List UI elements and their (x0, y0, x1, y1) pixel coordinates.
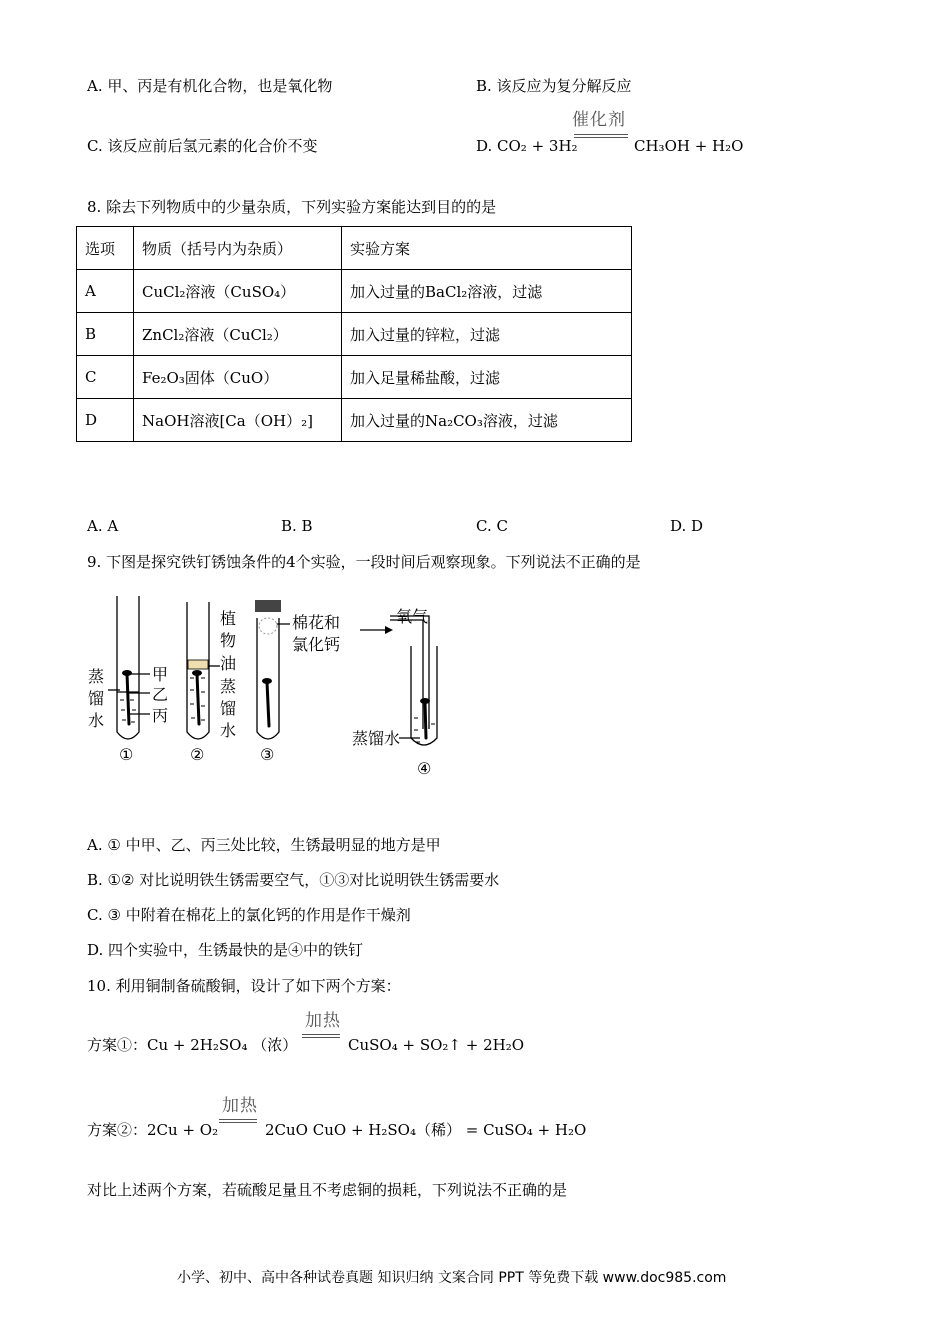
water-label-4: 蒸馏水 (352, 729, 401, 748)
water-label-1-line1: 蒸 (88, 667, 105, 686)
oxygen-arrow-head (385, 626, 393, 634)
header-option: 选项 (77, 227, 134, 270)
q7-option-b: B. 该反应为复分解反应 (476, 77, 632, 95)
label-tube-1: ① (119, 745, 134, 764)
q7-option-d-prefix: D. (476, 137, 498, 155)
q8-option-c: C. C (476, 517, 508, 535)
oil-label-1: 植 (220, 609, 237, 628)
q9-option-d: D. 四个实验中，生锈最快的是④中的铁钉 (87, 941, 364, 959)
q9-option-a: A. ① 中甲、乙、丙三处比较，生锈最明显的地方是甲 (87, 836, 441, 854)
cell-option: C (77, 356, 134, 399)
q7-reaction-arrow (574, 134, 628, 138)
table-row (77, 399, 632, 442)
header-method: 实验方案 (342, 227, 632, 270)
cell-method: 加入足量稀盐酸，过滤 (342, 356, 632, 399)
cell-substance: ZnCl₂溶液（CuCl₂） (134, 313, 342, 356)
q7-catalyst-condition: 催化剂 (572, 110, 626, 130)
q10-plan2-condition: 加热 (222, 1096, 258, 1116)
water-label-1-line3: 水 (88, 711, 105, 730)
water-label-1-line2: 馏 (88, 689, 105, 708)
q10-plan2-rhs: 2CuO CuO + H₂SO₄（稀） = CuSO₄ + H₂O (265, 1121, 587, 1139)
q8-stem: 8. 除去下列物质中的少量杂质，下列实验方案能达到目的的是 (87, 198, 497, 216)
water-label-2-line3: 水 (220, 721, 237, 740)
q8-table (76, 226, 632, 442)
cell-option: A (77, 270, 134, 313)
q10-stem: 10. 利用铜制备硫酸铜，设计了如下两个方案： (87, 977, 401, 995)
table-header-row (77, 227, 632, 270)
cell-substance: Fe₂O₃固体（CuO） (134, 356, 342, 399)
nail-heads (122, 670, 430, 704)
q9-figure (80, 590, 480, 790)
q7-option-c: C. 该反应前后氢元素的化合价不变 (87, 137, 318, 155)
q9-stem: 9. 下图是探究铁钉锈蚀条件的4个实验，一段时间后观察现象。下列说法不正确的是 (87, 553, 641, 571)
oil-label-3: 油 (220, 654, 237, 673)
table-row (77, 270, 632, 313)
label-tube-2: ② (190, 745, 205, 764)
oxygen-label: 氧气 (396, 607, 429, 626)
position-yi: 乙 (152, 685, 169, 704)
position-bing: 丙 (152, 706, 169, 725)
cell-option: D (77, 399, 134, 442)
q10-plan2-lhs: 方案②：2Cu + O₂ (87, 1121, 219, 1139)
table-row (77, 356, 632, 399)
cotton-label-line2: 氯化钙 (292, 635, 341, 654)
table-row (77, 313, 632, 356)
oil-label-2: 物 (220, 631, 237, 650)
q7-option-d-lhs: CO₂ + 3H₂ (497, 137, 578, 155)
q9-option-c: C. ③ 中附着在棉花上的氯化钙的作用是作干燥剂 (87, 906, 411, 924)
q7-option-a: A. 甲、丙是有机化合物，也是氧化物 (87, 77, 333, 95)
cell-method: 加入过量的Na₂CO₃溶液，过滤 (342, 399, 632, 442)
q7-option-d-rhs: CH₃OH + H₂O (634, 137, 744, 155)
q9-option-b: B. ①② 对比说明铁生锈需要空气，①③对比说明铁生锈需要水 (87, 871, 500, 889)
cell-substance: CuCl₂溶液（CuSO₄） (134, 270, 342, 313)
q10-plan1-rhs: CuSO₄ + SO₂↑ + 2H₂O (348, 1036, 525, 1054)
cell-method: 加入过量的锌粒，过滤 (342, 313, 632, 356)
q10-plan2-arrow (219, 1119, 257, 1123)
q7-option-d (476, 137, 578, 155)
q10-plan1-lhs: 方案①：Cu + 2H₂SO₄ （浓） (87, 1036, 298, 1054)
rubber-stopper (255, 600, 281, 612)
cotton-label-line1: 棉花和 (292, 613, 341, 632)
q10-tail: 对比上述两个方案，若硫酸足量且不考虑铜的损耗，下列说法不正确的是 (87, 1181, 568, 1199)
cotton-wool (259, 618, 277, 634)
oxygen-inlet-tube (390, 620, 423, 729)
water-label-2-line2: 馏 (220, 699, 237, 718)
oil-layer (188, 660, 208, 669)
q8-option-d: D. D (670, 517, 704, 535)
position-jia: 甲 (152, 665, 169, 684)
header-substance: 物质（括号内为杂质） (134, 227, 342, 270)
page-footer: 小学、初中、高中各种试卷真题 知识归纳 文案合同 PPT 等免费下载 www.doc985.com (177, 1270, 727, 1286)
q8-option-a: A. A (87, 517, 119, 535)
label-tube-3: ③ (260, 745, 275, 764)
cell-option: B (77, 313, 134, 356)
q10-plan1-arrow (302, 1034, 340, 1038)
cell-method: 加入过量的BaCl₂溶液，过滤 (342, 270, 632, 313)
label-tube-4: ④ (417, 759, 432, 778)
water-label-2-line1: 蒸 (220, 677, 237, 696)
q10-plan1-condition: 加热 (305, 1011, 341, 1031)
q8-option-b: B. B (281, 517, 313, 535)
cell-substance: NaOH溶液[Ca（OH）₂] (134, 399, 342, 442)
